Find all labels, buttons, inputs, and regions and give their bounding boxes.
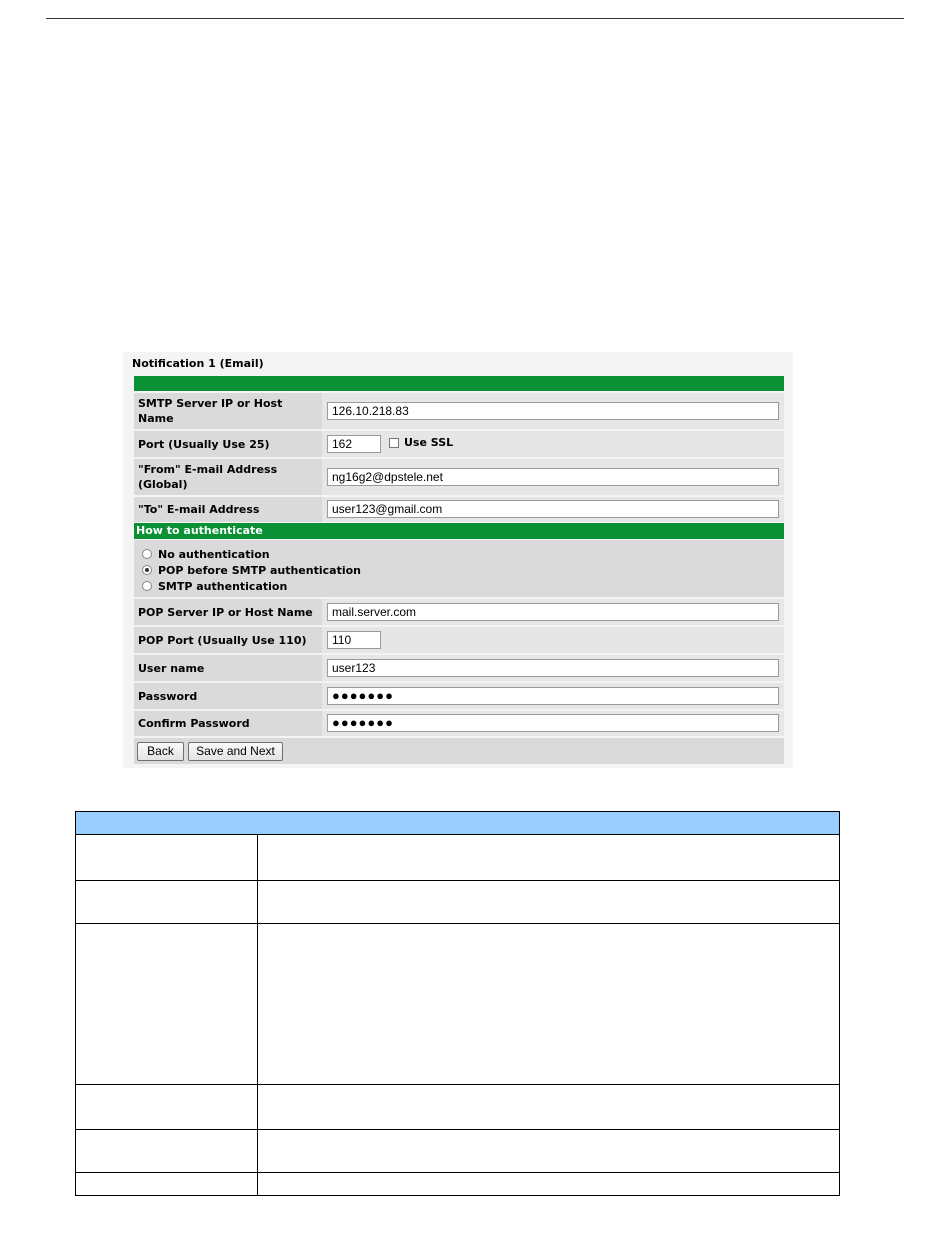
- auth-option-none[interactable]: No authentication: [142, 547, 270, 561]
- pop-port-input[interactable]: 110: [327, 631, 381, 649]
- top-rule: [46, 18, 904, 19]
- auth-option-smtp[interactable]: SMTP authentication: [142, 579, 287, 593]
- back-button[interactable]: Back: [137, 742, 184, 761]
- table-row: [76, 924, 839, 1085]
- port-row: [134, 431, 784, 457]
- table-row: [76, 1173, 839, 1195]
- pop-port-row: [134, 627, 784, 653]
- table-header: [76, 812, 839, 835]
- password-row: [134, 683, 784, 709]
- pop-server-row: [134, 599, 784, 625]
- from-email-input[interactable]: ng16g2@dpstele.net: [327, 468, 779, 486]
- from-email-row: [134, 459, 784, 495]
- smtp-server-label: SMTP Server IP or Host Name: [134, 393, 320, 429]
- to-email-input[interactable]: user123@gmail.com: [327, 500, 779, 518]
- section-header-bar: [134, 376, 784, 391]
- from-email-label: "From" E-mail Address (Global): [134, 459, 320, 495]
- table-row: [76, 1130, 839, 1173]
- auth-option-pop-before-smtp[interactable]: POP before SMTP authentication: [142, 563, 361, 577]
- field-description-table: [75, 811, 840, 1196]
- button-bar: [134, 738, 784, 764]
- radio-none[interactable]: [142, 549, 152, 559]
- table-row: [76, 881, 839, 924]
- smtp-server-input[interactable]: 126.10.218.83: [327, 402, 779, 420]
- user-name-input[interactable]: user123: [327, 659, 779, 677]
- smtp-server-row: [134, 393, 784, 429]
- password-input[interactable]: ●●●●●●●: [327, 687, 779, 705]
- auth-heading: How to authenticate: [134, 523, 784, 539]
- pop-port-label: POP Port (Usually Use 110): [134, 627, 320, 653]
- pop-server-label: POP Server IP or Host Name: [134, 599, 320, 625]
- table-row: [76, 1085, 839, 1130]
- pop-server-input[interactable]: mail.server.com: [327, 603, 779, 621]
- port-label: Port (Usually Use 25): [134, 431, 320, 457]
- port-input[interactable]: 162: [327, 435, 381, 453]
- use-ssl-label: Use SSL: [404, 436, 454, 449]
- confirm-password-row: [134, 711, 784, 736]
- auth-options: [134, 540, 784, 597]
- to-email-row: [134, 497, 784, 522]
- use-ssl-checkbox[interactable]: [389, 438, 399, 448]
- user-name-row: [134, 655, 784, 681]
- panel-title: Notification 1 (Email): [132, 357, 264, 370]
- radio-pop-before-smtp[interactable]: [142, 565, 152, 575]
- email-notification-panel: [123, 352, 793, 768]
- table-row: [76, 835, 839, 881]
- radio-smtp[interactable]: [142, 581, 152, 591]
- confirm-password-label: Confirm Password: [134, 711, 320, 736]
- password-label: Password: [134, 683, 320, 709]
- save-and-next-button[interactable]: Save and Next: [188, 742, 283, 761]
- confirm-password-input[interactable]: ●●●●●●●: [327, 714, 779, 732]
- user-name-label: User name: [134, 655, 320, 681]
- to-email-label: "To" E-mail Address: [134, 497, 320, 522]
